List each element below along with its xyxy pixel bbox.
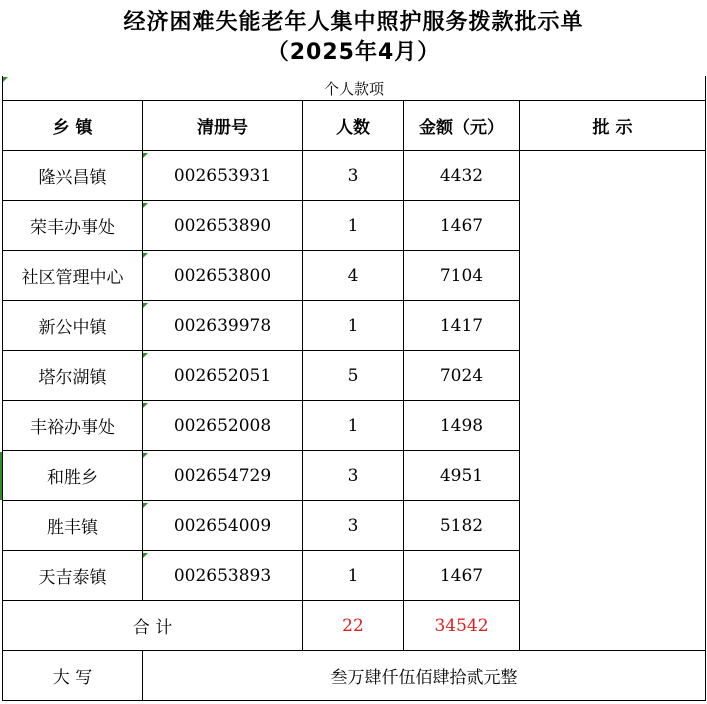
approval-cell[interactable] (520, 151, 706, 651)
cell-marker-icon (143, 453, 148, 458)
capital-amount-row (3, 651, 706, 701)
cell-register-no[interactable]: 002653893 (143, 551, 303, 601)
section-label[interactable]: 个人款项 (3, 76, 706, 101)
cell-amount[interactable]: 1498 (404, 401, 520, 451)
total-label[interactable]: 合 计 (3, 601, 303, 651)
header-approval[interactable]: 批 示 (520, 101, 706, 151)
cell-amount[interactable]: 4951 (404, 451, 520, 501)
cell-marker-icon (143, 403, 148, 408)
cell-town[interactable]: 胜丰镇 (3, 501, 143, 551)
section-row (3, 76, 706, 101)
cell-register-no[interactable]: 002653800 (143, 251, 303, 301)
cell-register-no[interactable]: 002652051 (143, 351, 303, 401)
cell-people[interactable]: 1 (303, 551, 404, 601)
cell-town[interactable]: 隆兴昌镇 (3, 151, 143, 201)
cell-town[interactable]: 荣丰办事处 (3, 201, 143, 251)
total-people[interactable]: 22 (303, 601, 404, 651)
cell-people[interactable]: 5 (303, 351, 404, 401)
header-amount[interactable]: 金额（元） (404, 101, 520, 151)
total-amount[interactable]: 34542 (404, 601, 520, 651)
cell-town[interactable]: 丰裕办事处 (3, 401, 143, 451)
cell-people[interactable]: 3 (303, 451, 404, 501)
header-row (3, 101, 706, 151)
cell-town[interactable]: 塔尔湖镇 (3, 351, 143, 401)
capital-amount-label[interactable]: 大 写 (3, 651, 143, 701)
table-row (3, 151, 706, 201)
cell-town[interactable]: 和胜乡 (3, 451, 143, 501)
document-title (0, 8, 707, 68)
cell-town[interactable]: 新公中镇 (3, 301, 143, 351)
cell-marker-icon (143, 253, 148, 258)
cell-register-no[interactable]: 002639978 (143, 301, 303, 351)
cell-amount[interactable]: 7024 (404, 351, 520, 401)
cell-marker-icon (143, 203, 148, 208)
cell-marker-icon (143, 353, 148, 358)
title-line-1: 经济困难失能老年人集中照护服务拨款批示单 (123, 10, 584, 35)
cell-amount[interactable]: 1417 (404, 301, 520, 351)
cell-people[interactable]: 1 (303, 401, 404, 451)
cell-amount[interactable]: 5182 (404, 501, 520, 551)
cell-marker-icon (143, 303, 148, 308)
cell-register-no[interactable]: 002654009 (143, 501, 303, 551)
cell-register-no[interactable]: 002653890 (143, 201, 303, 251)
cell-town[interactable]: 天吉泰镇 (3, 551, 143, 601)
cell-amount[interactable]: 7104 (404, 251, 520, 301)
cell-amount[interactable]: 1467 (404, 201, 520, 251)
cell-marker-icon (143, 553, 148, 558)
cell-marker-icon (143, 153, 148, 158)
cell-amount[interactable]: 4432 (404, 151, 520, 201)
cell-marker-icon (3, 77, 8, 82)
cell-people[interactable]: 3 (303, 501, 404, 551)
cell-people[interactable]: 3 (303, 151, 404, 201)
cell-town[interactable]: 社区管理中心 (3, 251, 143, 301)
selection-bar (0, 452, 2, 500)
cell-amount[interactable]: 1467 (404, 551, 520, 601)
cell-people[interactable]: 1 (303, 201, 404, 251)
cell-register-no[interactable]: 002652008 (143, 401, 303, 451)
cell-people[interactable]: 4 (303, 251, 404, 301)
cell-marker-icon (143, 503, 148, 508)
title-line-2: （2025年4月） (266, 40, 441, 65)
cell-register-no[interactable]: 002653931 (143, 151, 303, 201)
capital-amount-value[interactable]: 叁万肆仟伍佰肆拾贰元整 (143, 651, 706, 701)
cell-people[interactable]: 1 (303, 301, 404, 351)
cell-register-no[interactable]: 002654729 (143, 451, 303, 501)
header-register-no[interactable]: 清册号 (143, 101, 303, 151)
header-people[interactable]: 人数 (303, 101, 404, 151)
header-town[interactable]: 乡 镇 (3, 101, 143, 151)
allocation-table (2, 76, 706, 701)
